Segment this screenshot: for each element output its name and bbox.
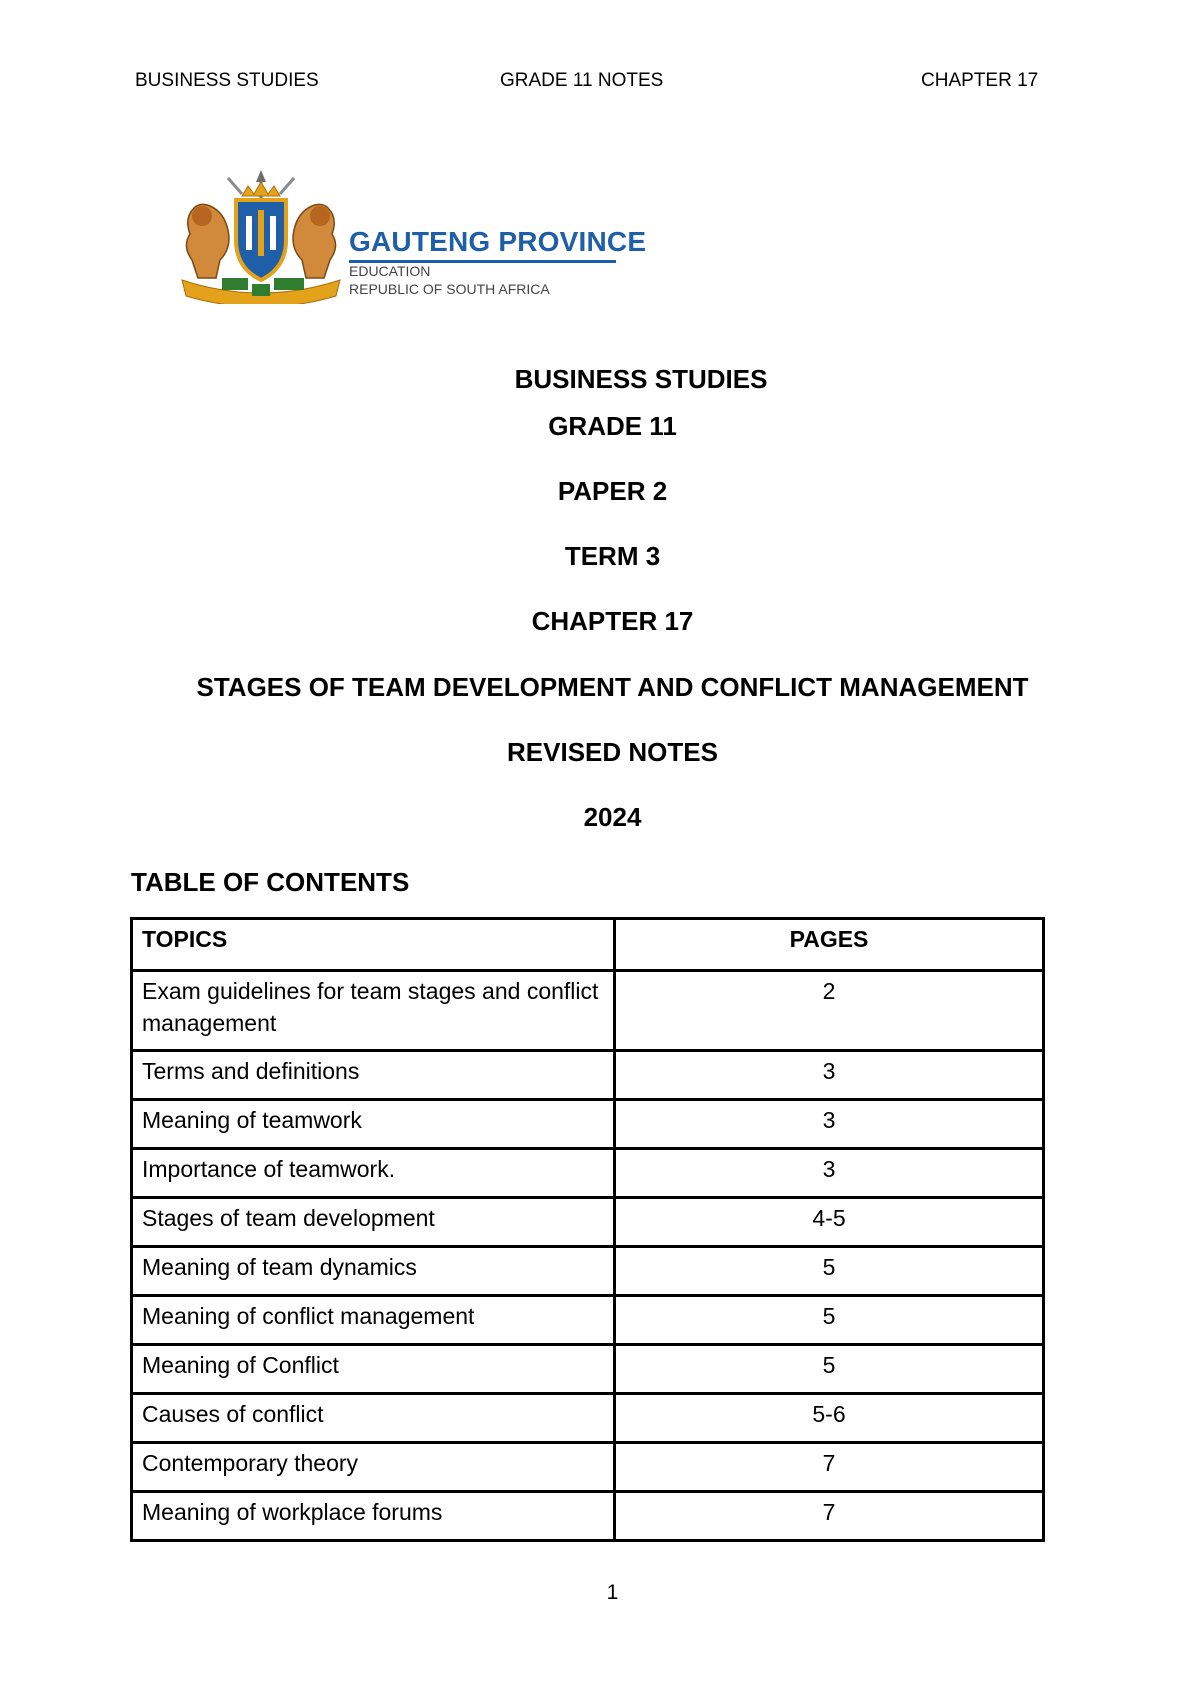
title-revised: REVISED NOTES	[507, 737, 718, 767]
toc-topic-cell: Meaning of Conflict	[132, 1345, 615, 1394]
table-row	[132, 1492, 1044, 1541]
title-chapter: CHAPTER 17	[531, 606, 694, 636]
page-header	[0, 70, 1200, 100]
header-chapter: CHAPTER 17	[921, 70, 1039, 91]
page-number: 1	[606, 1581, 619, 1604]
table-row	[132, 1198, 1044, 1247]
header-subject: BUSINESS STUDIES	[135, 70, 319, 91]
coat-of-arms-icon	[176, 168, 346, 304]
title-subject: BUSINESS STUDIES	[514, 364, 768, 394]
toc-page-cell: 3	[615, 1149, 1044, 1198]
toc-page-cell: 5	[615, 1296, 1044, 1345]
table-row	[132, 1443, 1044, 1492]
toc-topic-cell: Importance of teamwork.	[132, 1149, 615, 1198]
title-paper: PAPER 2	[557, 476, 668, 506]
toc-topic-cell: Stages of team development	[132, 1198, 615, 1247]
toc-topic-cell: Causes of conflict	[132, 1394, 615, 1443]
toc-topic-cell: Exam guidelines for team stages and conflict management	[132, 971, 615, 1051]
table-row	[132, 1345, 1044, 1394]
toc-heading: TABLE OF CONTENTS	[131, 867, 410, 897]
table-row	[132, 1296, 1044, 1345]
toc-page-cell: 4-5	[615, 1198, 1044, 1247]
table-row	[132, 1051, 1044, 1100]
toc-page-cell: 5	[615, 1345, 1044, 1394]
toc-page-cell: 3	[615, 1051, 1044, 1100]
toc-topic-cell: Terms and definitions	[132, 1051, 615, 1100]
table-row	[132, 1247, 1044, 1296]
toc-table	[130, 917, 1045, 1542]
gauteng-education-logo	[176, 168, 647, 304]
title-grade: GRADE 11	[548, 411, 677, 441]
toc-topic-cell: Meaning of conflict management	[132, 1296, 615, 1345]
logo-province-name: GAUTENG PROVINCE	[349, 226, 647, 257]
logo-department: EDUCATION	[349, 263, 431, 279]
header-grade: GRADE 11 NOTES	[500, 70, 664, 91]
toc-page-cell: 5-6	[615, 1394, 1044, 1443]
table-row	[132, 971, 1044, 1051]
title-term: TERM 3	[564, 541, 661, 571]
toc-column-topics: TOPICS	[132, 919, 615, 971]
toc-topic-cell: Meaning of teamwork	[132, 1100, 615, 1149]
toc-column-pages: PAGES	[615, 919, 1044, 971]
toc-header-row	[132, 919, 1044, 971]
title-year: 2024	[583, 802, 642, 832]
toc-page-cell: 7	[615, 1443, 1044, 1492]
table-row	[132, 1149, 1044, 1198]
table-row	[132, 1394, 1044, 1443]
toc-page-cell: 3	[615, 1100, 1044, 1149]
toc-page-cell: 2	[615, 971, 1044, 1051]
toc-topic-cell: Meaning of team dynamics	[132, 1247, 615, 1296]
toc-topic-cell: Meaning of workplace forums	[132, 1492, 615, 1541]
toc-topic-cell: Contemporary theory	[132, 1443, 615, 1492]
logo-country: REPUBLIC OF SOUTH AFRICA	[349, 281, 550, 297]
toc-page-cell: 5	[615, 1247, 1044, 1296]
toc-page-cell: 7	[615, 1492, 1044, 1541]
table-row	[132, 1100, 1044, 1149]
title-topic: STAGES OF TEAM DEVELOPMENT AND CONFLICT MANAGEMENT	[196, 672, 1029, 702]
